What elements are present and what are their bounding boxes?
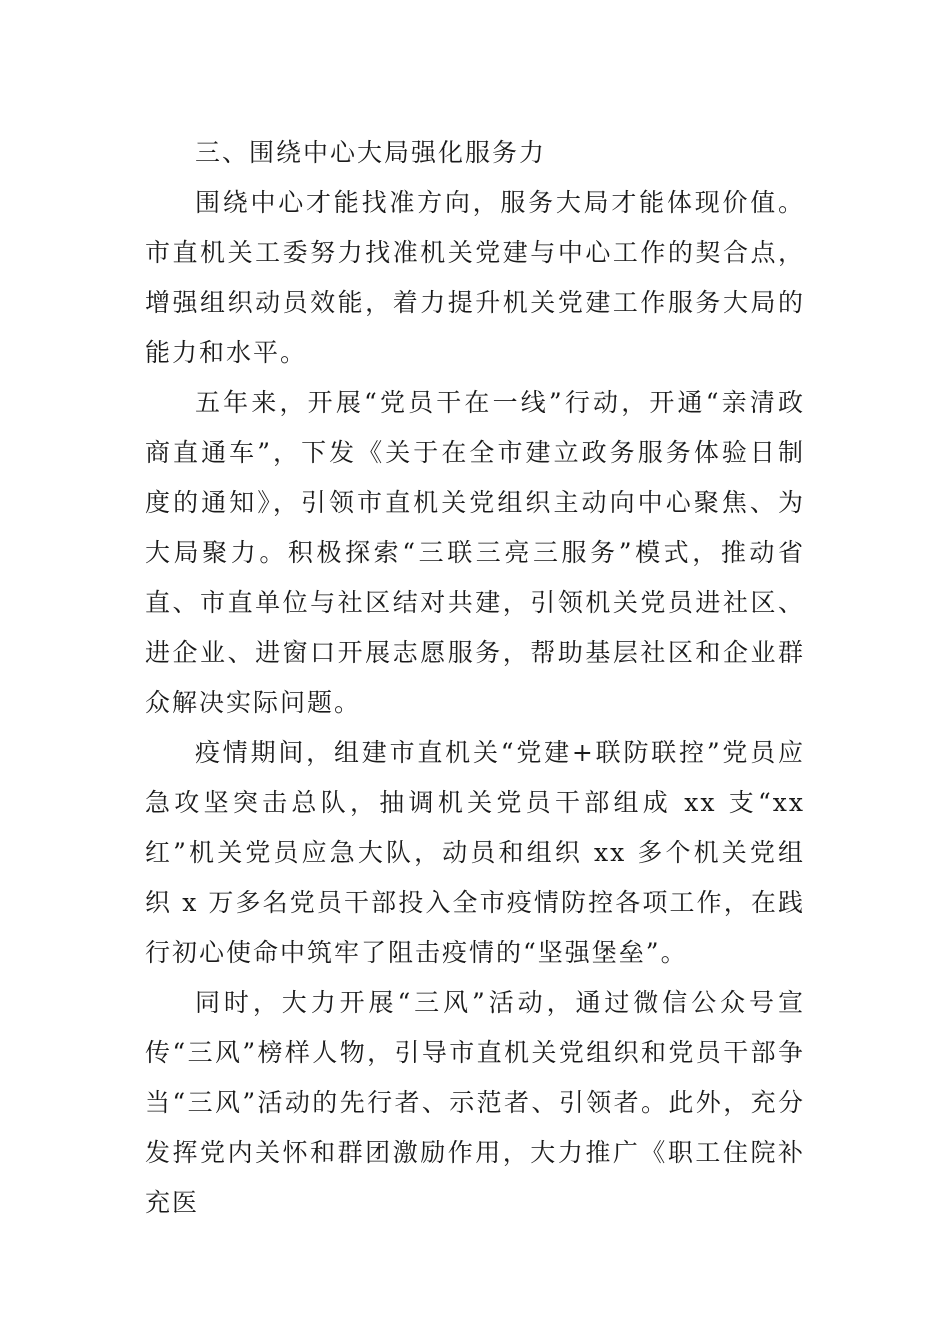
paragraph-2: 五年来，开展“党员干在一线”行动，开通“亲清政商直通车”，下发《关于在全市建立政务服务体验日制度的通知》，引领市直机关党组织主动向中心聚焦、为大局聚力。积极探索“三联三亮三服务”模式，推动省直、市直单位与社区结对共建，引领机关党员进社区、进企业、进窗口开展志愿服务，帮助基层社区和企业群众解决实际问题。 xyxy=(145,388,805,717)
section-heading: 三、围绕中心大局强化服务力 xyxy=(195,138,547,167)
paragraph-3: 疫情期间，组建市直机关“党建+联防联控”党员应急攻坚突击总队，抽调机关党员干部组成 xx 支“xx 红”机关党员应急大队，动员和组织 xx 多个机关党组织 x 万多名党员干部投入全市疫情防控各项工作，在践行初心使命中筑牢了阻击疫情的“坚强堡垒”。 xyxy=(145,738,805,967)
paragraph-1: 围绕中心才能找准方向，服务大局才能体现价值。市直机关工委努力找准机关党建与中心工作的契合点，增强组织动员效能，着力提升机关党建工作服务大局的能力和水平。 xyxy=(145,188,805,367)
paragraph-4: 同时，大力开展“三风”活动，通过微信公众号宣传“三风”榜样人物，引导市直机关党组织和党员干部争当“三风”活动的先行者、示范者、引领者。此外，充分发挥党内关怀和群团激励作用，大力推广《职工住院补充医 xyxy=(145,988,805,1217)
document-body xyxy=(145,128,805,1228)
